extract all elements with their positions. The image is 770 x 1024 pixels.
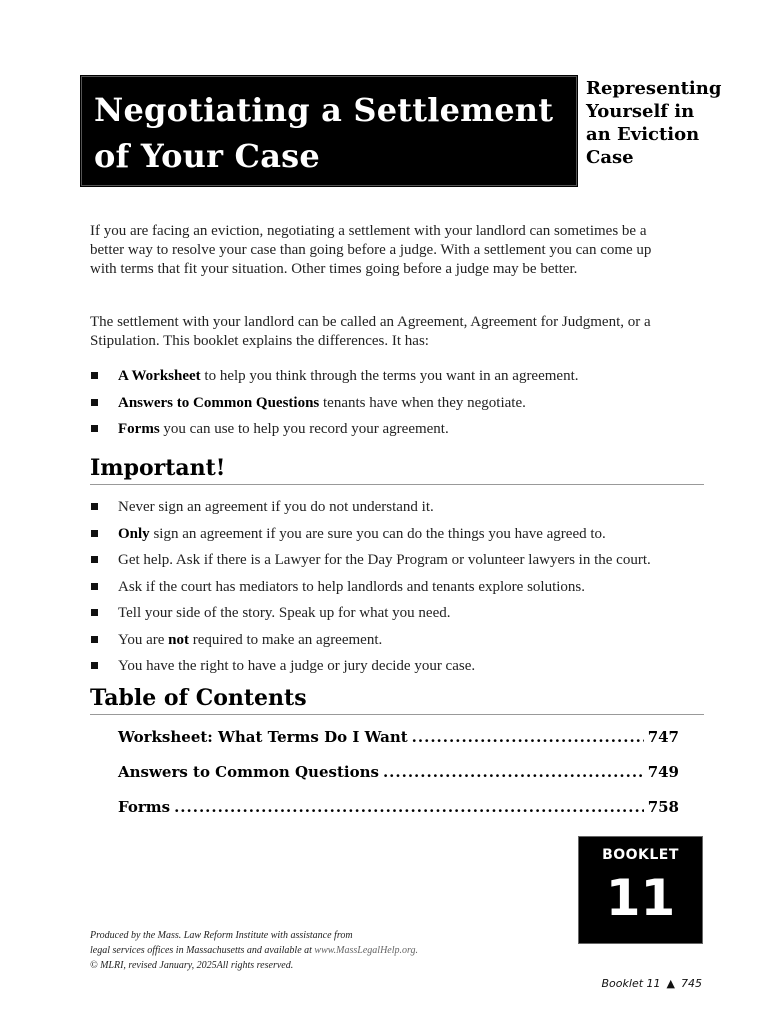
list-item-text: sign an agreement if you are sure you can do the things you have agreed to. bbox=[149, 525, 606, 542]
title-banner bbox=[81, 76, 577, 186]
bullet-icon bbox=[91, 583, 98, 590]
toc-entry-label: Worksheet: What Terms Do I Want bbox=[118, 728, 408, 746]
important-list bbox=[90, 498, 690, 684]
credits-line-3: © MLRI, revised January, 2025All rights reserved. bbox=[90, 960, 294, 971]
toc-leader-dots bbox=[174, 798, 644, 816]
bullet-icon bbox=[91, 372, 98, 379]
list-item-text: required to make an agreement. bbox=[189, 631, 383, 648]
list-item-bold: Answers to Common Questions bbox=[118, 394, 320, 411]
toc-leader-dots bbox=[412, 728, 644, 746]
list-item bbox=[90, 551, 690, 578]
toc-entry-page: 758 bbox=[647, 798, 679, 816]
toc-entry-forms[interactable] bbox=[118, 798, 679, 833]
series-title-line-1: Representing bbox=[586, 78, 722, 99]
bullet-icon bbox=[91, 556, 98, 563]
credits-line-1: Produced by the Mass. Law Reform Institute with assistance from bbox=[90, 930, 353, 941]
bullet-icon bbox=[91, 530, 98, 537]
booklet-contents-list bbox=[90, 367, 690, 447]
credits-line-2 bbox=[90, 943, 510, 958]
list-item-text: You have the right to have a judge or jury decide your case. bbox=[118, 658, 476, 674]
list-item-text: to help you think through the terms you want in an agreement. bbox=[200, 368, 579, 384]
list-item bbox=[90, 367, 690, 394]
booklet-number: 11 bbox=[605, 869, 676, 927]
triangle-icon: ▲ bbox=[666, 977, 675, 990]
intro-paragraph-1: If you are facing an eviction, negotiating a settlement with your landlord can sometimes be a better way to resolve your case than going before a judge. With a settlement you can come up with terms that fit your situation. Other times going before a judge may be better. bbox=[90, 223, 652, 277]
list-item bbox=[90, 420, 690, 447]
toc-entry-answers[interactable] bbox=[118, 763, 679, 798]
toc-entry-worksheet[interactable] bbox=[118, 728, 679, 763]
series-title-line-3: an Eviction bbox=[586, 124, 700, 145]
website-link[interactable]: www.MassLegalHelp.org. bbox=[314, 945, 419, 956]
toc-entry-label: Forms bbox=[118, 798, 171, 816]
credits-text: legal services offices in Massachusetts and available at bbox=[90, 945, 315, 956]
list-item-text: Tell your side of the story. Speak up for what you need. bbox=[118, 605, 451, 621]
series-title-line-2: Yourself in bbox=[586, 101, 695, 122]
series-title-line-4: Case bbox=[586, 147, 634, 168]
list-item-text: You are bbox=[118, 631, 169, 648]
series-title bbox=[586, 77, 736, 169]
page-footer bbox=[602, 977, 702, 990]
list-item-text: Get help. Ask if there is a Lawyer for the Day Program or volunteer lawyers in the court. bbox=[118, 552, 651, 568]
bullet-icon bbox=[91, 503, 98, 510]
list-item-bold: A Worksheet bbox=[118, 368, 201, 384]
bullet-icon bbox=[91, 425, 98, 432]
list-item-bold: not bbox=[168, 631, 189, 648]
toc-leader-dots bbox=[383, 763, 644, 781]
bullet-icon bbox=[91, 662, 98, 669]
footer-page-number: 745 bbox=[681, 977, 702, 990]
list-item-text: Never sign an agreement if you do not understand it. bbox=[118, 499, 434, 515]
title-line-2: of Your Case bbox=[94, 137, 320, 175]
bullet-icon bbox=[91, 609, 98, 616]
list-item-bold: Only bbox=[118, 525, 150, 542]
important-heading: Important! bbox=[90, 454, 704, 485]
toc-entry-page: 749 bbox=[647, 763, 679, 781]
title-line-1: Negotiating a Settlement bbox=[94, 91, 554, 129]
list-item bbox=[90, 394, 690, 421]
toc-entry-label: Answers to Common Questions bbox=[118, 763, 379, 781]
list-item-text: you can use to help you record your agreement. bbox=[159, 421, 449, 437]
list-item bbox=[90, 657, 690, 684]
toc-heading: Table of Contents bbox=[90, 684, 704, 715]
list-item bbox=[90, 498, 690, 525]
list-item-bold: Forms bbox=[118, 421, 160, 437]
table-of-contents bbox=[118, 728, 679, 833]
list-item bbox=[90, 604, 690, 631]
intro-paragraph-2: The settlement with your landlord can be called an Agreement, Agreement for Judgment, or a Stipulation. This booklet explains the differences. It has: bbox=[90, 314, 651, 349]
bullet-icon bbox=[91, 399, 98, 406]
footer-booklet-label: Booklet 11 bbox=[601, 977, 661, 990]
toc-entry-page: 747 bbox=[647, 728, 679, 746]
list-item bbox=[90, 631, 690, 658]
list-item bbox=[90, 578, 690, 605]
list-item-text: Ask if the court has mediators to help landlords and tenants explore solutions. bbox=[118, 578, 585, 595]
list-item-text: tenants have when they negotiate. bbox=[319, 394, 526, 411]
booklet-badge bbox=[578, 836, 703, 944]
bullet-icon bbox=[91, 636, 98, 643]
list-item bbox=[90, 525, 690, 552]
credits bbox=[90, 928, 510, 973]
booklet-label: BOOKLET bbox=[602, 847, 679, 863]
page-title bbox=[94, 87, 568, 179]
